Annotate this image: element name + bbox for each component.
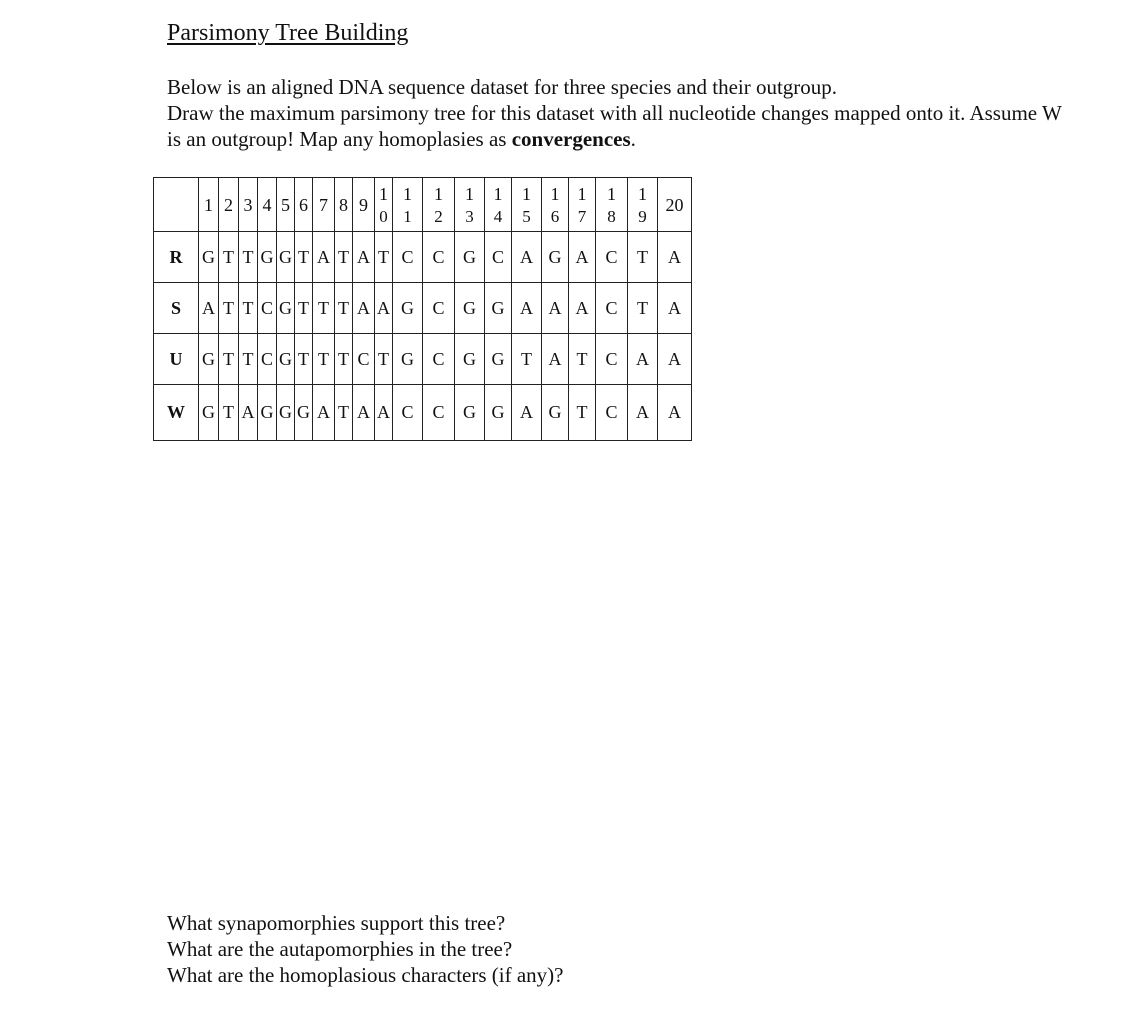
column-number-digit-1: 9	[359, 194, 368, 215]
corner-cell	[154, 178, 199, 232]
nucleotide-cell: T	[295, 232, 313, 283]
column-number-digit-1: 8	[339, 194, 348, 215]
nucleotide-cell: G	[455, 283, 485, 334]
questions	[167, 910, 564, 988]
nucleotide-cell: T	[239, 232, 258, 283]
column-number-digit-1: 6	[299, 194, 308, 215]
column-number	[335, 178, 353, 232]
nucleotide-cell: C	[393, 385, 423, 441]
instructions-end: .	[630, 127, 636, 151]
column-number-digit-2: 9	[638, 206, 647, 226]
column-number-digit-1: 5	[281, 194, 290, 215]
nucleotide-cell: A	[313, 385, 335, 441]
nucleotide-cell: A	[542, 334, 569, 385]
nucleotide-cell: A	[512, 283, 542, 334]
column-number-digit-1: 2	[224, 194, 233, 215]
nucleotide-cell: A	[658, 283, 692, 334]
nucleotide-cell: A	[569, 283, 596, 334]
column-number	[375, 178, 393, 232]
nucleotide-cell: T	[628, 283, 658, 334]
column-number-digit-1: 1	[638, 183, 647, 204]
sequence-row	[154, 385, 692, 441]
nucleotide-cell: T	[239, 283, 258, 334]
column-number	[219, 178, 239, 232]
column-number-digit-2: 0	[379, 206, 388, 226]
column-number	[295, 178, 313, 232]
nucleotide-cell: A	[658, 334, 692, 385]
nucleotide-cell: C	[596, 334, 628, 385]
species-label: R	[154, 232, 199, 283]
column-number	[393, 178, 423, 232]
species-label: U	[154, 334, 199, 385]
column-number	[628, 178, 658, 232]
sequence-row	[154, 232, 692, 283]
nucleotide-cell: A	[313, 232, 335, 283]
nucleotide-cell: C	[393, 232, 423, 283]
nucleotide-cell: C	[423, 283, 455, 334]
nucleotide-cell: G	[277, 385, 295, 441]
column-number	[542, 178, 569, 232]
nucleotide-cell: A	[542, 283, 569, 334]
nucleotide-cell: A	[658, 385, 692, 441]
nucleotide-cell: G	[199, 334, 219, 385]
nucleotide-cell: A	[569, 232, 596, 283]
column-number-digit-1: 1	[550, 183, 560, 204]
column-number	[199, 178, 219, 232]
nucleotide-cell: C	[353, 334, 375, 385]
nucleotide-cell: A	[628, 385, 658, 441]
nucleotide-cell: T	[219, 385, 239, 441]
sequence-row	[154, 334, 692, 385]
column-number	[569, 178, 596, 232]
nucleotide-cell: G	[393, 283, 423, 334]
nucleotide-cell: T	[219, 334, 239, 385]
column-number-digit-1: 1	[493, 183, 503, 204]
column-number	[455, 178, 485, 232]
nucleotide-cell: G	[542, 385, 569, 441]
column-number-digit-1: 4	[262, 194, 272, 215]
column-number-digit-1: 1	[465, 183, 474, 204]
column-number-digit-1: 1	[204, 194, 213, 215]
nucleotide-cell: A	[375, 385, 393, 441]
question-2: What are the autapomorphies in the tree?	[167, 937, 513, 961]
nucleotide-cell: C	[258, 334, 277, 385]
sequence-row	[154, 283, 692, 334]
nucleotide-cell: G	[277, 283, 295, 334]
column-number	[658, 178, 692, 232]
column-number-digit-1: 1	[403, 183, 412, 204]
column-number-digit-1: 1	[522, 183, 531, 204]
nucleotide-cell: T	[512, 334, 542, 385]
nucleotide-cell: T	[335, 283, 353, 334]
column-number-digit-2: 5	[522, 206, 531, 226]
nucleotide-cell: G	[277, 232, 295, 283]
nucleotide-cell: A	[628, 334, 658, 385]
nucleotide-cell: T	[335, 385, 353, 441]
nucleotide-cell: G	[455, 334, 485, 385]
question-3: What are the homoplasious characters (if any)?	[167, 963, 564, 987]
nucleotide-cell: G	[455, 385, 485, 441]
nucleotide-cell: T	[295, 334, 313, 385]
column-number	[258, 178, 277, 232]
nucleotide-cell: G	[485, 385, 512, 441]
column-number-digit-1: 20	[665, 194, 684, 215]
nucleotide-cell: T	[375, 334, 393, 385]
nucleotide-cell: T	[239, 334, 258, 385]
nucleotide-cell: A	[375, 283, 393, 334]
instructions-line-2	[167, 100, 1067, 152]
nucleotide-cell: G	[485, 283, 512, 334]
nucleotide-cell: G	[258, 385, 277, 441]
column-number	[239, 178, 258, 232]
nucleotide-cell: T	[375, 232, 393, 283]
nucleotide-cell: A	[353, 385, 375, 441]
nucleotide-cell: G	[393, 334, 423, 385]
column-number-digit-2: 4	[493, 206, 503, 226]
nucleotide-cell: C	[423, 334, 455, 385]
nucleotide-cell: G	[485, 334, 512, 385]
column-number	[423, 178, 455, 232]
column-number-row	[154, 178, 692, 232]
nucleotide-cell: T	[219, 232, 239, 283]
nucleotide-cell: C	[596, 283, 628, 334]
column-number-digit-2: 2	[434, 206, 443, 226]
column-number-digit-1: 1	[434, 183, 443, 204]
nucleotide-cell: A	[353, 232, 375, 283]
nucleotide-cell: G	[542, 232, 569, 283]
instructions-line-1: Below is an aligned DNA sequence dataset for three species and their outgroup.	[167, 75, 838, 99]
nucleotide-cell: A	[658, 232, 692, 283]
nucleotide-cell: T	[313, 334, 335, 385]
nucleotide-cell: T	[335, 334, 353, 385]
nucleotide-cell: G	[199, 232, 219, 283]
nucleotide-cell: C	[423, 232, 455, 283]
nucleotide-cell: A	[512, 232, 542, 283]
nucleotide-cell: A	[353, 283, 375, 334]
nucleotide-cell: G	[295, 385, 313, 441]
nucleotide-cell: C	[423, 385, 455, 441]
column-number-digit-2: 6	[550, 206, 560, 226]
column-number	[277, 178, 295, 232]
page-title: Parsimony Tree Building	[167, 20, 409, 46]
nucleotide-cell: A	[199, 283, 219, 334]
instructions-emphasis: convergences	[511, 127, 631, 151]
species-label: W	[154, 385, 199, 441]
column-number-digit-2: 7	[577, 206, 587, 226]
column-number-digit-1: 7	[319, 194, 328, 215]
column-number-digit-2: 1	[403, 206, 412, 226]
column-number-digit-1: 1	[577, 183, 587, 204]
nucleotide-cell: G	[455, 232, 485, 283]
question-1: What synapomorphies support this tree?	[167, 911, 506, 935]
column-number-digit-1: 1	[607, 183, 616, 204]
nucleotide-cell: T	[295, 283, 313, 334]
nucleotide-cell: T	[313, 283, 335, 334]
nucleotide-cell: G	[277, 334, 295, 385]
column-number	[313, 178, 335, 232]
column-number-digit-1: 3	[243, 194, 253, 215]
nucleotide-cell: G	[199, 385, 219, 441]
nucleotide-cell: C	[485, 232, 512, 283]
instructions-text: Draw the maximum parsimony tree for this dataset with all nucleotide changes mapped onto it. Assume W is an outgroup! Map any homoplasies as	[167, 101, 1062, 151]
nucleotide-cell: T	[569, 334, 596, 385]
column-number	[485, 178, 512, 232]
nucleotide-cell: C	[258, 283, 277, 334]
nucleotide-cell: A	[512, 385, 542, 441]
nucleotide-cell: A	[239, 385, 258, 441]
column-number-digit-2: 3	[465, 206, 474, 226]
nucleotide-cell: C	[596, 232, 628, 283]
nucleotide-cell: T	[569, 385, 596, 441]
nucleotide-cell: C	[596, 385, 628, 441]
column-number	[512, 178, 542, 232]
nucleotide-cell: G	[258, 232, 277, 283]
column-number	[353, 178, 375, 232]
column-number-digit-2: 8	[607, 206, 616, 226]
nucleotide-cell: T	[335, 232, 353, 283]
column-number	[596, 178, 628, 232]
nucleotide-cell: T	[628, 232, 658, 283]
species-label: S	[154, 283, 199, 334]
nucleotide-cell: T	[219, 283, 239, 334]
sequence-alignment-table	[153, 177, 692, 441]
column-number-digit-1: 1	[379, 183, 388, 204]
instructions	[167, 74, 1067, 152]
